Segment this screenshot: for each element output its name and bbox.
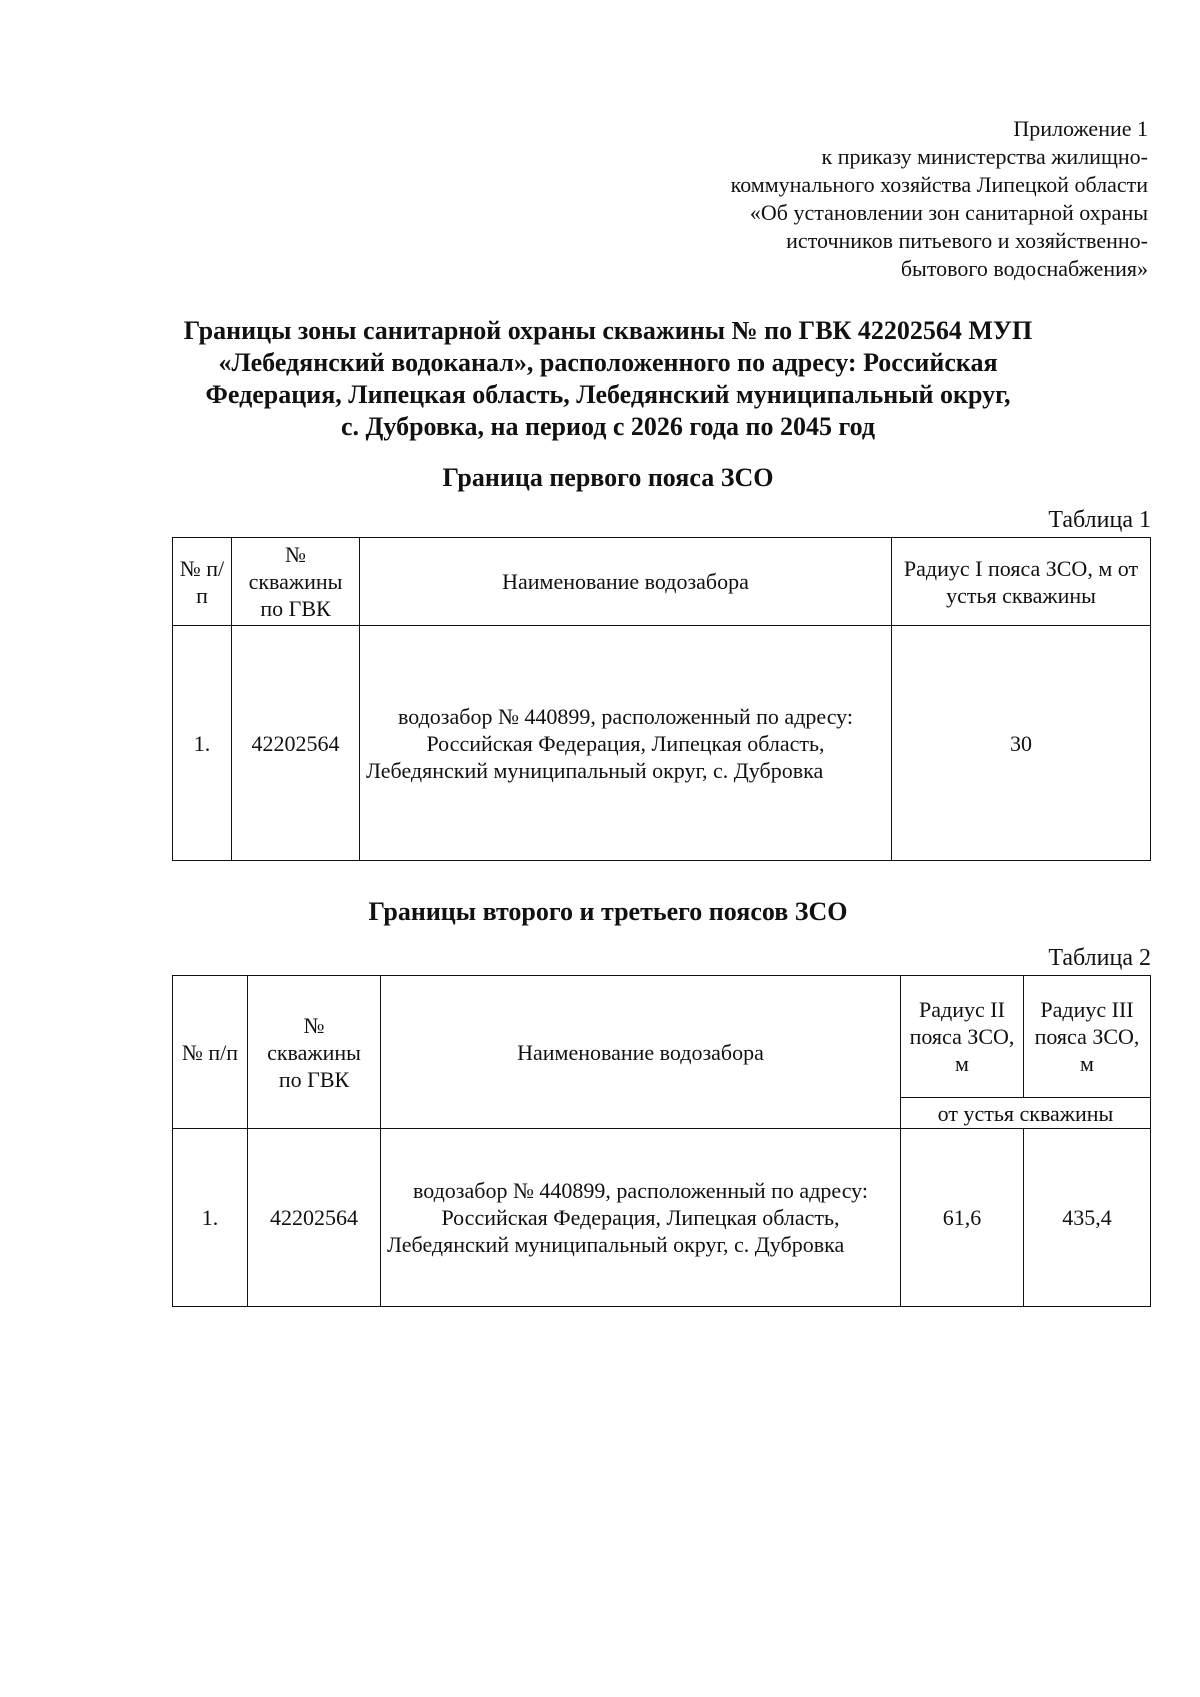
cell-num: 1.	[173, 1129, 248, 1307]
header-well: № скважины по ГВК	[232, 538, 360, 626]
title-line: с. Дубровка, на период с 2026 года по 2045 год	[340, 412, 875, 441]
cell-name: водозабор № 440899, расположенный по адресу: Российская Федерация, Липецкая область, Лебедянский муниципальный округ, с. Дубровка	[381, 1129, 901, 1307]
document-title	[172, 315, 1044, 443]
cell-well: 42202564	[248, 1129, 381, 1307]
header-name: Наименование водозабора	[360, 538, 892, 626]
header-radius: Радиус I пояса ЗСО, м от устья скважины	[892, 538, 1151, 626]
appendix-line: к приказу министерства жилищно-	[821, 144, 1148, 169]
cell-num: 1.	[173, 626, 232, 861]
appendix-line: бытового водоснабжения»	[900, 256, 1148, 281]
header-radius3: Радиус III пояса ЗСО, м	[1024, 976, 1151, 1098]
header-from-wellhead: от устья скважины	[901, 1098, 1151, 1129]
header-num: № п/п	[173, 538, 232, 626]
title-line: «Лебедянский водоканал», расположенного по адресу: Российская	[218, 348, 998, 377]
cell-well: 42202564	[232, 626, 360, 861]
header-radius2: Радиус II пояса ЗСО, м	[901, 976, 1024, 1098]
cell-radius3: 435,4	[1024, 1129, 1151, 1307]
cell-name: водозабор № 440899, расположенный по адресу: Российская Федерация, Липецкая область, Лебедянский муниципальный округ, с. Дубровка	[360, 626, 892, 861]
table2-header-row	[173, 976, 1151, 1098]
header-well: № скважины по ГВК	[248, 976, 381, 1129]
section2-heading: Границы второго и третьего поясов ЗСО	[368, 897, 848, 926]
table1	[172, 537, 1151, 861]
appendix-line: Приложение 1	[1013, 116, 1148, 141]
table1-header-row	[173, 538, 1151, 626]
cell-radius2: 61,6	[901, 1129, 1024, 1307]
table1-caption: Таблица 1	[1048, 507, 1151, 533]
appendix-line: источников питьевого и хозяйственно-	[786, 228, 1148, 253]
header-name: Наименование водозабора	[381, 976, 901, 1129]
header-num: № п/п	[173, 976, 248, 1129]
appendix-line: «Об установлении зон санитарной охраны	[749, 200, 1148, 225]
title-line: Федерация, Липецкая область, Лебедянский муниципальный округ,	[205, 380, 1011, 409]
appendix-line: коммунального хозяйства Липецкой области	[730, 172, 1148, 197]
table2	[172, 975, 1151, 1307]
appendix-block	[548, 115, 1148, 283]
cell-radius: 30	[892, 626, 1151, 861]
table-row	[173, 1129, 1151, 1307]
section1-heading: Граница первого пояса ЗСО	[442, 463, 774, 492]
table-row	[173, 626, 1151, 861]
table2-caption: Таблица 2	[1048, 945, 1151, 971]
title-line: Границы зоны санитарной охраны скважины № по ГВК 42202564 МУП	[183, 316, 1033, 345]
